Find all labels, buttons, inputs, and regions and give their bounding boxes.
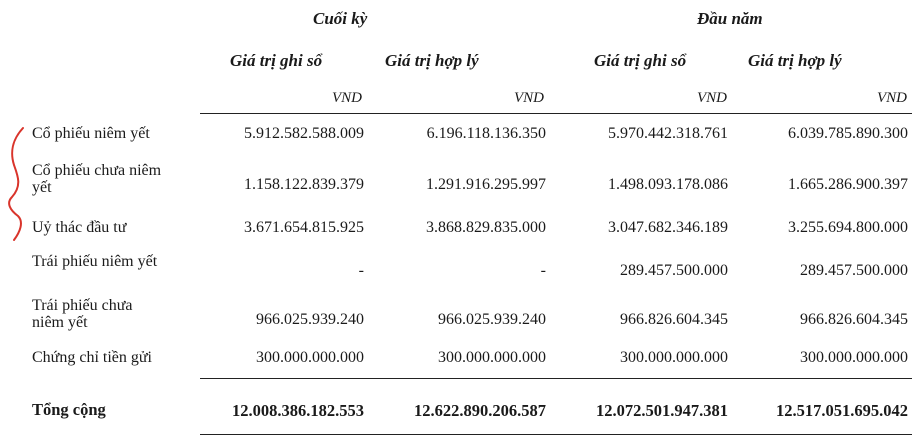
cell-value: 289.457.500.000 [620, 262, 728, 279]
cell-value: 300.000.000.000 [800, 349, 908, 366]
row-label: Trái phiếu niêm yết [32, 253, 158, 270]
cell-value: 966.826.604.345 [620, 311, 728, 328]
total-value: 12.622.890.206.587 [414, 401, 546, 420]
cell-value: 289.457.500.000 [800, 262, 908, 279]
cell-value: 1.498.093.178.086 [608, 176, 728, 193]
cell-value: 300.000.000.000 [438, 349, 546, 366]
cell-value: 966.025.939.240 [438, 311, 546, 328]
unit-start-book: VND [697, 90, 727, 106]
cell-value: - [540, 262, 546, 279]
header-rule [200, 113, 912, 114]
cell-value: 6.196.118.136.350 [426, 125, 546, 142]
total-value: 12.517.051.695.042 [776, 401, 908, 420]
col-header-end-fair: Giá trị hợp lý [385, 51, 479, 70]
col-header-start-fair: Giá trị hợp lý [748, 51, 842, 70]
unit-end-book: VND [332, 90, 362, 106]
cell-value: 3.671.654.815.925 [244, 219, 364, 236]
cell-value: 300.000.000.000 [620, 349, 728, 366]
cell-value: 1.291.916.295.997 [426, 176, 546, 193]
total-top-rule [200, 378, 912, 379]
unit-end-fair: VND [514, 90, 544, 106]
unit-start-fair: VND [877, 90, 907, 106]
row-label: Chứng chỉ tiền gửi [32, 349, 152, 366]
col-header-end-book: Giá trị ghi sổ [230, 51, 323, 70]
total-bottom-rule [200, 434, 912, 435]
cell-value: 966.025.939.240 [256, 311, 364, 328]
row-label: Cổ phiếu chưa niêm yết [32, 162, 162, 196]
cell-value: 3.255.694.800.000 [788, 219, 908, 236]
cell-value: 3.868.829.835.000 [426, 219, 546, 236]
cell-value: 3.047.682.346.189 [608, 219, 728, 236]
row-label: Cổ phiếu niêm yết [32, 125, 150, 142]
cell-value: 966.826.604.345 [800, 311, 908, 328]
cell-value: 6.039.785.890.300 [788, 125, 908, 142]
group-header-start: Đầu năm [697, 9, 763, 28]
row-label: Trái phiếu chưa niêm yết [32, 297, 133, 331]
cell-value: 300.000.000.000 [256, 349, 364, 366]
cell-value: - [358, 262, 364, 279]
red-bracket-annotation [0, 0, 40, 260]
total-value: 12.072.501.947.381 [596, 401, 728, 420]
cell-value: 5.912.582.588.009 [244, 125, 364, 142]
cell-value: 5.970.442.318.761 [608, 125, 728, 142]
row-label: Uỷ thác đầu tư [32, 219, 127, 236]
cell-value: 1.665.286.900.397 [788, 176, 908, 193]
group-header-end: Cuối kỳ [313, 9, 368, 28]
col-header-start-book: Giá trị ghi sổ [594, 51, 687, 70]
total-value: 12.008.386.182.553 [232, 401, 364, 420]
cell-value: 1.158.122.839.379 [244, 176, 364, 193]
total-label: Tổng cộng [32, 400, 106, 419]
